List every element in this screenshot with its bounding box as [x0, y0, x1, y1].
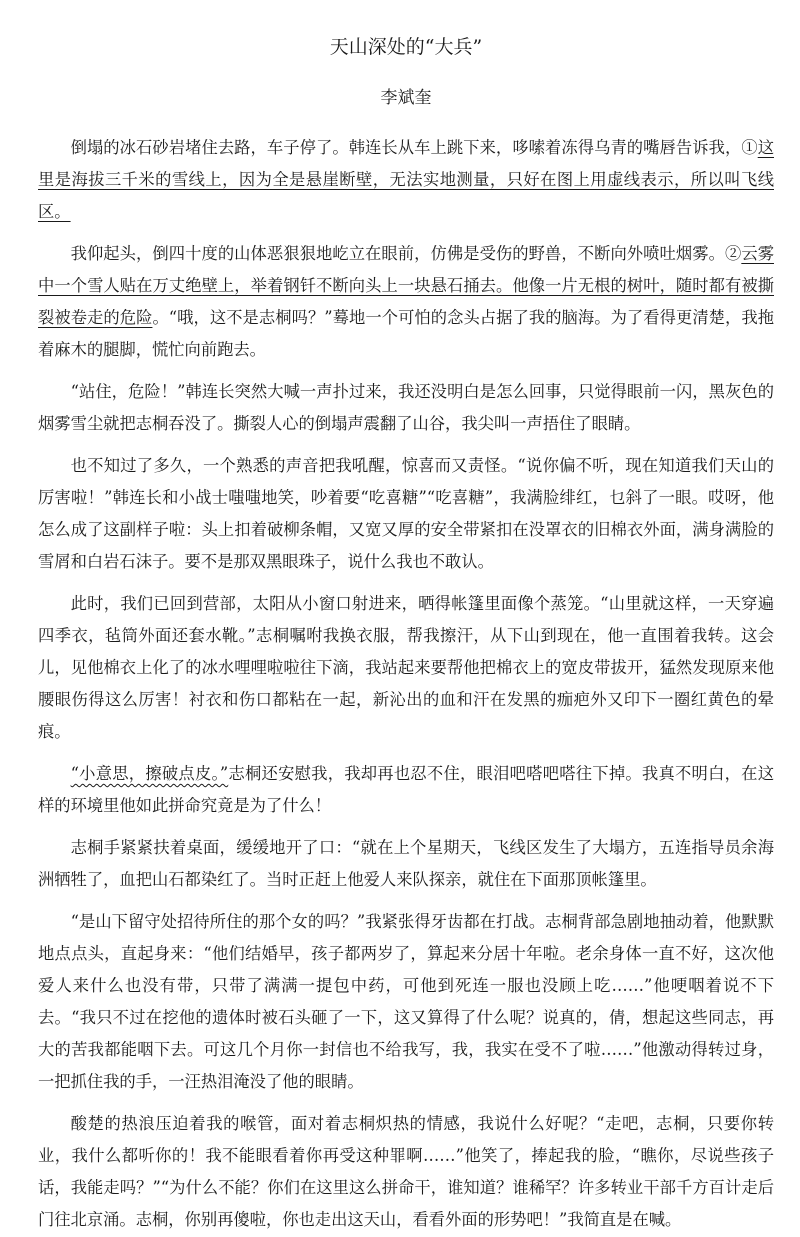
paragraph-text: 酸楚的热浪压迫着我的喉管，面对着志桐炽热的情感，我说什么好呢？“走吧，志桐，只要你转业，我什么都听你的！我不能眼看着你再受这种罪啊……”他笑了，捧起我的脸，“瞧你，尽说些孩子话，我能走吗？”“为什么不能？你们在这里这么拼命干，谁知道？谁稀罕？许多转业干部千方百计走后门往北京涌。志桐，你别再傻啦，你也走出这天山，看看外面的形势吧！”我简直是在喊。 — [38, 1114, 774, 1229]
paragraph-6 — [38, 758, 774, 822]
paragraph-2 — [38, 238, 774, 366]
wavy-underlined-quote: “小意思，擦破点皮。” — [70, 764, 229, 783]
article-author: 李斌奎 — [380, 88, 432, 108]
paragraph-8 — [38, 906, 774, 1098]
paragraph-1 — [38, 132, 774, 228]
annotation-marker-2: ② — [724, 244, 742, 263]
paragraph-7 — [38, 832, 774, 896]
paragraph-text: “站住，危险！”韩连长突然大喊一声扑过来，我还没明白是怎么回事，只觉得眼前一闪，黑灰色的烟雾雪尘就把志桐吞没了。撕裂人心的倒塌声震翻了山谷，我尖叫一声捂住了眼睛。 — [38, 382, 774, 433]
paragraph-text: 志桐手紧紧扶着桌面，缓缓地开了口：“就在上个星期天，飞线区发生了大塌方，五连指导员余海洲牺牲了，血把山石都染红了。当时正赶上他爱人来队探亲，就住在下面那顶帐篷里。 — [38, 838, 774, 889]
paragraph-5 — [38, 588, 774, 748]
paragraph-text: “是山下留守处招待所住的那个女的吗？”我紧张得牙齿都在打战。志桐背部急剧地抽动着，他默默地点点头，直起身来：“他们结婚早，孩子都两岁了，算起来分居十年啦。老余身体一直不好，这次他爱人来什么也没有带，只带了满满一提包中药，可他到死连一服也没顾上吃……”他哽咽着说不下去。“我只不过在挖他的遗体时被石头砸了一下，这又算得了什么呢？说真的，倩，想起这些同志，再大的苦我都能咽下去。可这几个月你一封信也不给我写，我，我实在受不了啦……”他激动得转过身，一把抓住我的手，一汪热泪淹没了他的眼睛。 — [38, 912, 774, 1091]
paragraph-3 — [38, 376, 774, 440]
underlined-sentence-1: 这里是海拔三千米的雪线上，因为全是悬崖断壁，无法实地测量，只好在图上用虚线表示，所以叫飞线区。 — [38, 138, 774, 221]
underlined-sentence-2: 云雾中一个雪人贴在万丈绝壁上，举着钢钎不断向头上一块悬石捅去。他像一片无根的树叶，随时都有被撕裂被卷走的危险 — [38, 244, 774, 327]
paragraph-text: 志桐还安慰我，我却再也忍不住，眼泪吧嗒吧嗒往下掉。我真不明白，在这样的环境里他如此拼命究竟是为了什么！ — [38, 764, 774, 815]
article-title: 天山深处的“大兵” — [329, 36, 483, 58]
paragraph-4 — [38, 450, 774, 578]
paragraph-text: 我仰起头，倒四十度的山体恶狠狠地屹立在眼前，仿佛是受伤的野兽，不断向外喷吐烟雾。 — [70, 244, 725, 263]
paragraph-text: 也不知过了多久，一个熟悉的声音把我吼醒，惊喜而又责怪。“说你偏不听，现在知道我们天山的厉害啦！”韩连长和小战士嗤嗤地笑，吵着要“吃喜糖”“吃喜糖”，我满脸绯红，乜斜了一眼。哎呀，他怎么成了这副样子啦：头上扣着破柳条帽，又宽又厚的安全带紧扣在没罩衣的旧棉衣外面，满身满脸的雪屑和白岩石沫子。要不是那双黑眼珠子，说什么我也不敢认。 — [38, 456, 774, 571]
paragraph-text: 。“哦，这不是志桐吗？”蓦地一个可怕的念头占据了我的脑海。为了看得更清楚，我拖着麻木的腿脚，慌忙向前跑去。 — [38, 308, 774, 359]
paragraph-text: 此时，我们已回到营部，太阳从小窗口射进来，晒得帐篷里面像个蒸笼。“山里就这样，一天穿遍四季衣，毡筒外面还套水靴。”志桐嘱咐我换衣服，帮我擦汗，从下山到现在，他一直围着我转。这会儿，见他棉衣上化了的冰水哩哩啦啦往下滴，我站起来要帮他把棉衣上的宽皮带拔开，猛然发现原来他腰眼伤得这么厉害！衬衣和伤口都粘在一起，新沁出的血和汗在发黑的痂疤外又印下一圈红黄色的晕痕。 — [38, 594, 774, 741]
paragraph-9 — [38, 1108, 774, 1236]
annotation-marker-1: ① — [741, 138, 758, 157]
paragraph-text: 倒塌的冰石砂岩堵住去路，车子停了。韩连长从车上跳下来，哆嗦着冻得乌青的嘴唇告诉我， — [70, 138, 742, 157]
